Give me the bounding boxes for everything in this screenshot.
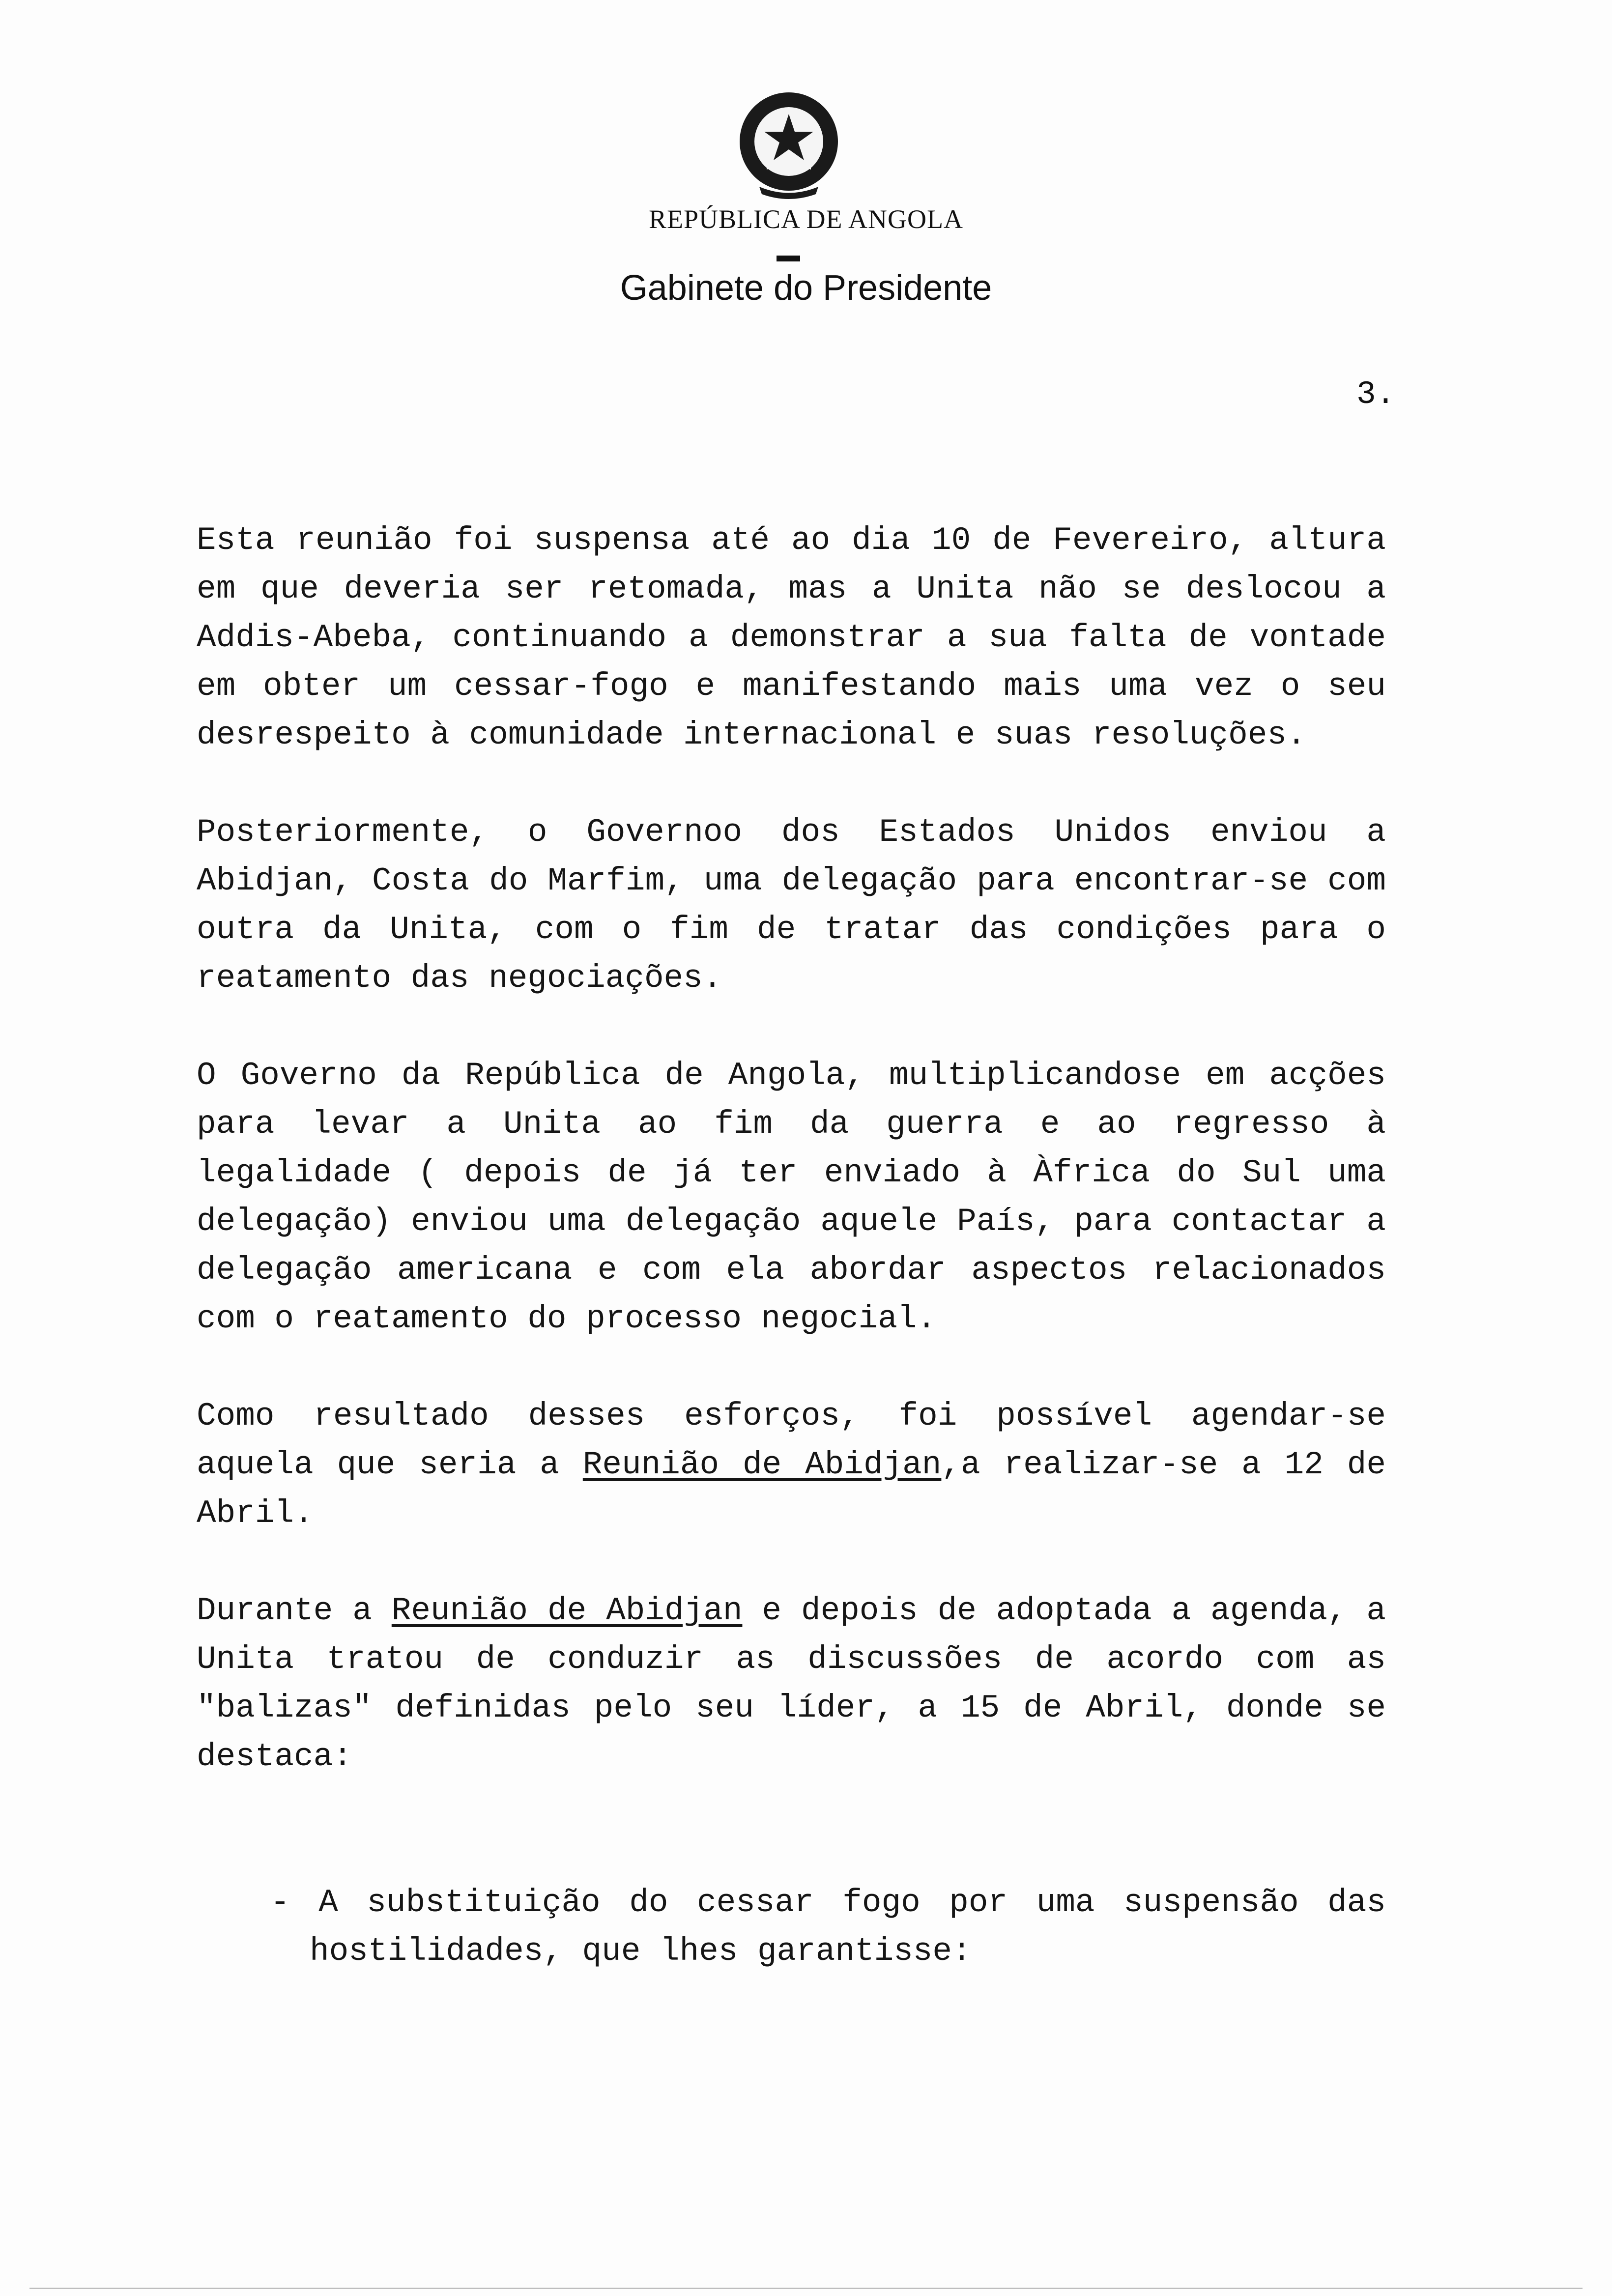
angola-coat-of-arms-icon	[732, 88, 845, 201]
paragraph-2: Posteriormente, o Governoo dos Estados Unidos enviou a Abidjan, Costa do Marfim, uma delegação para encontrar-se com outra da Unita, com o fim de tratar das condições para o reatamento das negociações.	[197, 814, 1386, 997]
header-divider	[777, 256, 800, 261]
country-name: REPÚBLICA DE ANGOLA	[648, 204, 964, 234]
paragraph-3: O Governo da República de Angola, multiplicandose em acções para levar a Unita ao fim da guerra e ao regresso à legalidade ( depois de já ter enviado à Àfrica do Sul uma delegação) enviou uma delegação aquele País, para contactar a delegação americana e com ela abordar aspectos relacionados com o reatamento do processo negocial.	[197, 1057, 1386, 1337]
page-number: 3.	[1356, 376, 1396, 413]
letter-body	[197, 516, 1386, 1976]
paragraph-5: Durante a Reunião de Abidjan e depois de adoptada a agenda, a Unita tratou de conduzir as discussões de acordo com as "balizas" definidas pelo seu líder, a 15 de Abril, donde se destaca:	[197, 1592, 1386, 1775]
underlined-meeting-name: Reunião de Abidjan	[582, 1446, 942, 1483]
underlined-meeting-name: Reunião de Abidjan	[391, 1592, 743, 1629]
page-bottom-edge	[29, 2288, 1583, 2289]
paragraph-1: Esta reunião foi suspensa até ao dia 10 de Fevereiro, altura em que deveria ser retomada, mas a Unita não se deslocou a Addis-Abeba, continuando a demonstrar a sua falta de vontade em obter um cessar-fogo e manifestando mais uma vez o seu desrespeito à comunidade internacional e suas resoluções.	[197, 522, 1386, 753]
office-title: Gabinete do Presidente	[620, 268, 992, 308]
bullet-item: - A substituição do cessar fogo por uma suspensão das hostilidades, que lhes garantisse:	[270, 1884, 1386, 1970]
paragraph-4: Como resultado desses esforços, foi possível agendar-se aquela que seria a Reunião de Abidjan,a realizar-se a 12 de Abril.	[197, 1398, 1386, 1532]
